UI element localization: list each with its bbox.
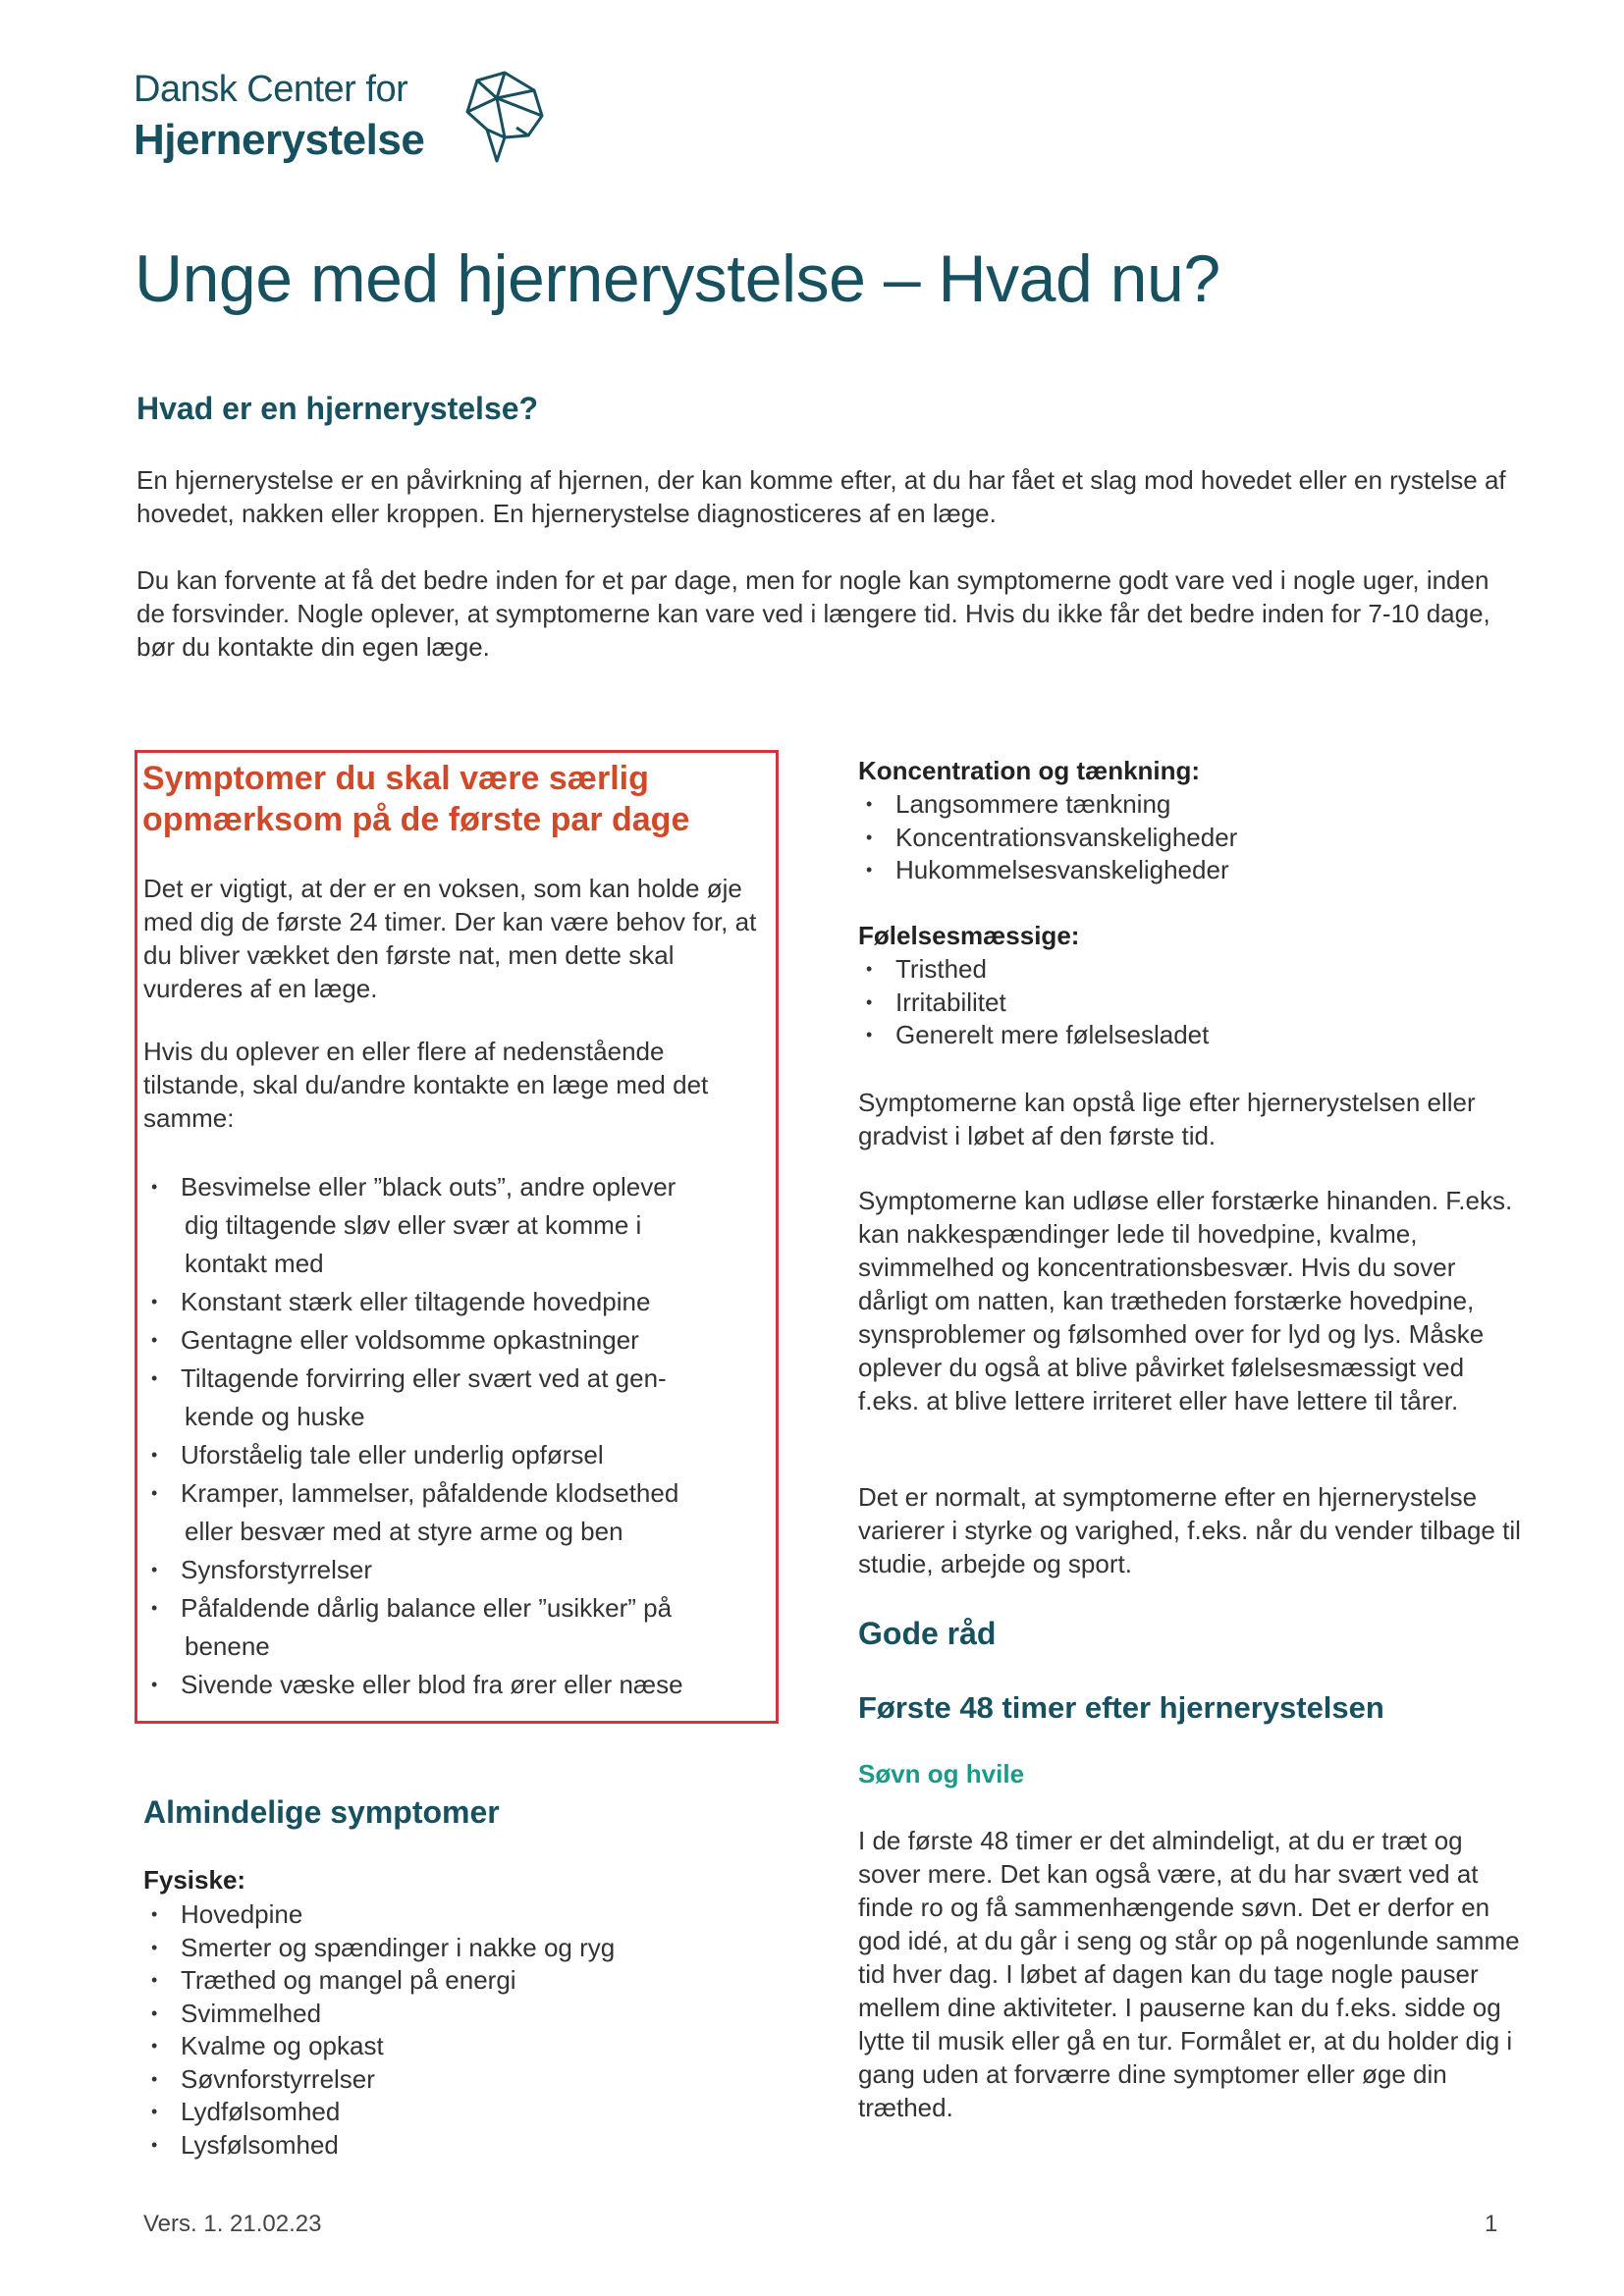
intro-paragraph-2: Du kan forvente at få det bedre inden for et par dage, men for nogle kan symptomerne godt vare ved i nogle uger, inden de forsvinder. Nogle oplever, at symptomerne kan vare ved i længere tid. Hvis du ikke får det bedre inden for 7-10 dage, bør du kontakte din egen læge. (136, 565, 1490, 662)
list-item: • Koncentrationsvanskeligheder (858, 822, 1237, 855)
list-item: • Uforståelig tale eller underlig opførsel (143, 1436, 772, 1474)
list-item: • Konstant stærk eller tiltagende hovedpine (143, 1283, 772, 1321)
symptoms-paragraph-1: Symptomerne kan opstå lige efter hjernerystelsen eller gradvist i løbet af den første tid. (858, 1088, 1476, 1150)
warning-symptom-list (143, 1168, 772, 1704)
common-symptoms-heading: Almindelige symptomer (143, 1794, 500, 1830)
list-item: • Lysfølsomhed (143, 2129, 615, 2163)
page-number: 1 (1485, 2211, 1498, 2237)
warning-title: Symptomer du skal være særlig opmærksom på de første par dage (142, 760, 690, 838)
list-item: • Svimmelhed (143, 1998, 615, 2031)
emotional-list (858, 953, 1209, 1052)
list-item: • Træthed og mangel på energi (143, 1964, 615, 1998)
list-item: • Sivende væske eller blod fra ører eller næse (143, 1666, 772, 1704)
sleep-rest-heading: Søvn og hvile (858, 1759, 1025, 1789)
list-item: • Irritabilitet (858, 987, 1209, 1020)
logo-line-1: Dansk Center for (134, 69, 408, 110)
advice-heading: Gode råd (858, 1616, 997, 1651)
version-label: Vers. 1. 21.02.23 (143, 2211, 322, 2237)
list-item: • Lydfølsomhed (143, 2096, 615, 2129)
list-item: • Gentagne eller voldsomme opkastninger (143, 1321, 772, 1360)
emotional-label: Følelsesmæssige: (858, 921, 1080, 950)
physical-list (143, 1898, 615, 2162)
symptoms-paragraph-3: Det er normalt, at symptomerne efter en hjernerystelse varierer i styrke og varighed, f.eks. når du vender tilbage til studie, arbejde og sport. (858, 1482, 1521, 1578)
list-item: • Generelt mere følelsesladet (858, 1019, 1209, 1052)
list-item: • Hovedpine (143, 1898, 615, 1932)
list-item: • Tiltagende forvirring eller svært ved at gen- kende og huske (143, 1360, 772, 1436)
advice-subheading: Første 48 timer efter hjernerystelsen (858, 1690, 1384, 1725)
logo (134, 69, 556, 177)
list-item: • Besvimelse eller ”black outs”, andre oplever dig tiltagende sløv eller svær at komme i kontakt med (143, 1168, 772, 1283)
list-item: • Langsommere tænkning (858, 788, 1237, 822)
brain-origami-icon (458, 69, 551, 167)
list-item: • Søvnforstyrrelser (143, 2063, 615, 2097)
warning-paragraph-1: Det er vigtigt, at der er en voksen, som kan holde øje med dig de første 24 timer. Der kan være behov for, at du bliver vækket den første nat, men dette skal vurderes af en læge. (143, 874, 757, 1003)
sleep-rest-paragraph: I de første 48 timer er det almindeligt, at du er træt og sover mere. Det kan også være, at du har svært ved at finde ro og få sammenhængende søvn. Det er derfor en god idé, at du går i seng og står op på nogenlunde samme tid hver dag. I løbet af dagen kan du tage nogle pauser mellem dine aktiviteter. I pauserne kan du f.eks. sidde og lytte til musik eller gå en tur. Formålet er, at du holder dig i gang uden at forværre dine symptomer eller øge din træthed. (858, 1826, 1520, 2122)
symptoms-paragraph-2: Symptomerne kan udløse eller forstærke hinanden. F.eks. kan nakkespændinger lede til hovedpine, kvalme, svimmelhed og koncentrationsbesvær. Hvis du sover dårligt om natten, kan trætheden forstærke hovedpine, synsproblemer og følsomhed over for lyd og lys. Måske oplever du også at blive påvirket følelsesmæssigt ved f.eks. at blive lettere irriteret eller have lettere til tårer. (858, 1186, 1513, 1415)
list-item: • Synsforstyrrelser (143, 1551, 772, 1589)
list-item: • Kramper, lammelser, påfaldende klodsethed eller besvær med at styre arme og ben (143, 1474, 772, 1551)
concentration-list (858, 788, 1237, 887)
list-item: • Påfaldende dårlig balance eller ”usikker” på benene (143, 1589, 772, 1666)
intro-heading: Hvad er en hjernerystelse? (136, 391, 539, 426)
concentration-label: Koncentration og tænkning: (858, 756, 1201, 785)
list-item: • Kvalme og opkast (143, 2030, 615, 2063)
warning-paragraph-2: Hvis du oplever en eller flere af nedenstående tilstande, skal du/andre kontakte en læge med det samme: (143, 1037, 709, 1133)
list-item: • Tristhed (858, 953, 1209, 987)
list-item: • Hukommelsesvanskeligheder (858, 854, 1237, 887)
intro-paragraph-1: En hjernerystelse er en påvirkning af hjernen, der kan komme efter, at du har fået et slag mod hovedet eller en rystelse af hovedet, nakken eller kroppen. En hjernerystelse diagnosticeres af en læge. (136, 465, 1506, 528)
list-item: • Smerter og spændinger i nakke og ryg (143, 1932, 615, 1965)
page-title: Unge med hjernerystelse – Hvad nu? (135, 241, 1220, 316)
physical-label: Fysiske: (143, 1865, 246, 1895)
logo-line-2: Hjernerystelse (134, 116, 425, 164)
